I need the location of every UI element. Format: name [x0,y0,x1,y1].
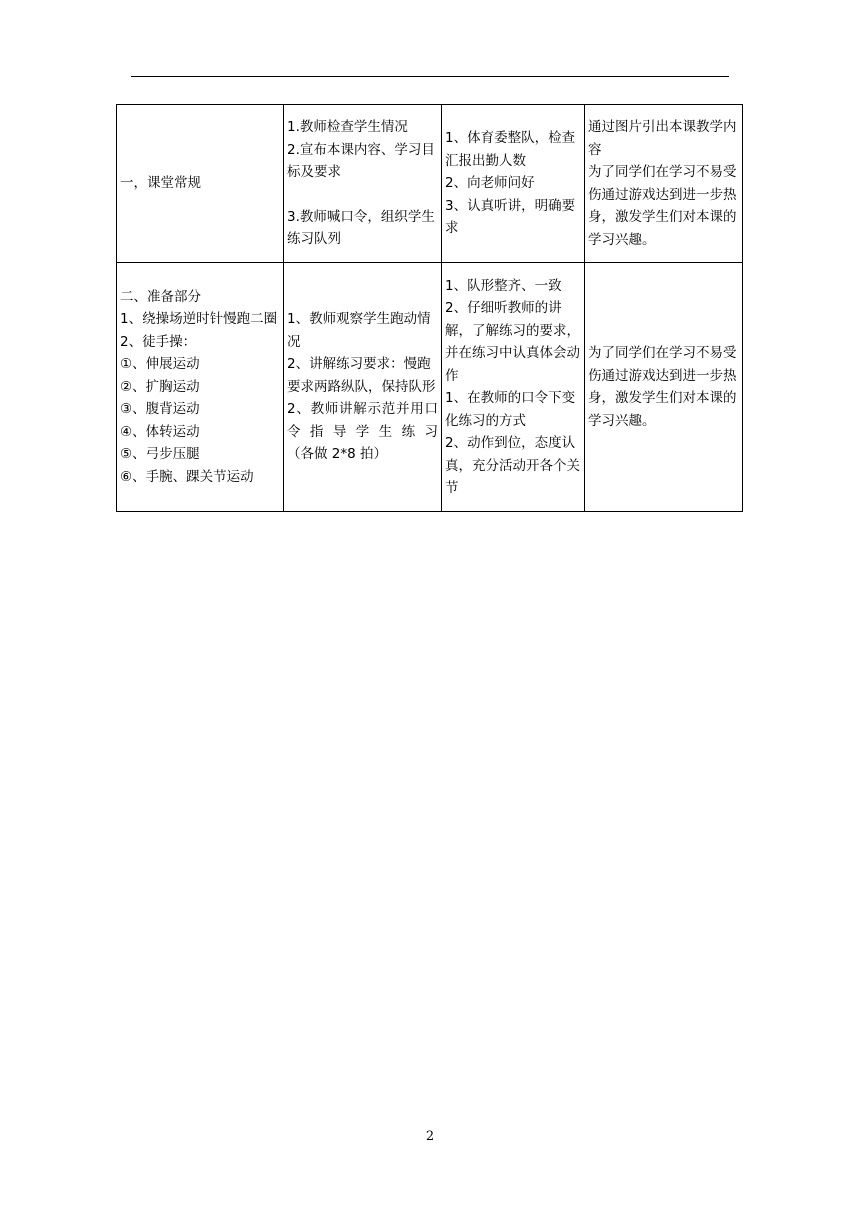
header-rule [131,76,729,77]
purpose-text: 为了同学们在学习不易受伤通过游戏达到进一步热身，激发学生们对本课的学习兴趣。 [588,164,737,248]
teacher-step: 2、讲解练习要求：慢跑要求两路纵队，保持队形 [287,356,436,395]
teacher-step: 1、教师观察学生跑动情况 [287,311,431,350]
student-step: 2、仔细听教师的讲解，了解练习的要求，并在练习中认真体会动作 [445,300,580,384]
purpose-text: 为了同学们在学习不易受伤通过游戏达到进一步热身，激发学生们对本课的学习兴趣。 [588,345,737,429]
section-title: 一，课堂常规 [120,175,201,192]
page-number: 2 [425,1129,435,1144]
section-cell [117,105,284,263]
student-step: 2、向老师问好 [445,175,535,192]
section-item: 2、徒手操： [120,333,197,350]
table-row [117,105,743,263]
lesson-plan-table [116,104,743,512]
purpose-cell [585,263,743,512]
section-item: ④、体转运动 [120,423,200,440]
section-cell [117,263,284,512]
purpose-text: 通过图片引出本课教学内容 [588,119,737,158]
section-item: 1、绕操场逆时针慢跑二圈 [120,311,278,328]
teacher-step: 3.教师喊口令，组织学生练习队列 [287,208,435,248]
section-item: ⑤、弓步压腿 [120,446,200,463]
teacher-cell [284,105,442,263]
student-step: 1、在教师的口令下变化练习的方式 [445,390,576,429]
section-item: ①、伸展运动 [120,356,200,373]
purpose-cell [585,105,743,263]
student-step: 3、认真听讲，明确要求 [445,197,576,237]
teacher-cell [284,263,442,512]
section-item: ⑥、手腕、踝关节运动 [120,468,254,485]
table-row [117,263,743,512]
student-step: 2、动作到位，态度认真，充分活动开各个关节 [445,435,580,496]
teacher-step: 1.教师检查学生情况 [287,119,408,136]
section-title: 二、准备部分 [120,288,201,305]
student-cell [442,105,585,263]
section-item: ②、扩胸运动 [120,378,200,395]
student-cell [442,263,585,512]
teacher-step: （各做 2*8 拍） [287,446,388,463]
student-step: 1、队形整齐、一致 [445,277,562,294]
student-step: 1、体育委整队，检查汇报出勤人数 [445,130,576,169]
teacher-step: 2、教师讲解示范并用口令指导学生练习 [287,401,438,440]
teacher-step: 2.宣布本课内容、学习目标及要求 [287,141,435,181]
section-item: ③、腹背运动 [120,401,200,418]
